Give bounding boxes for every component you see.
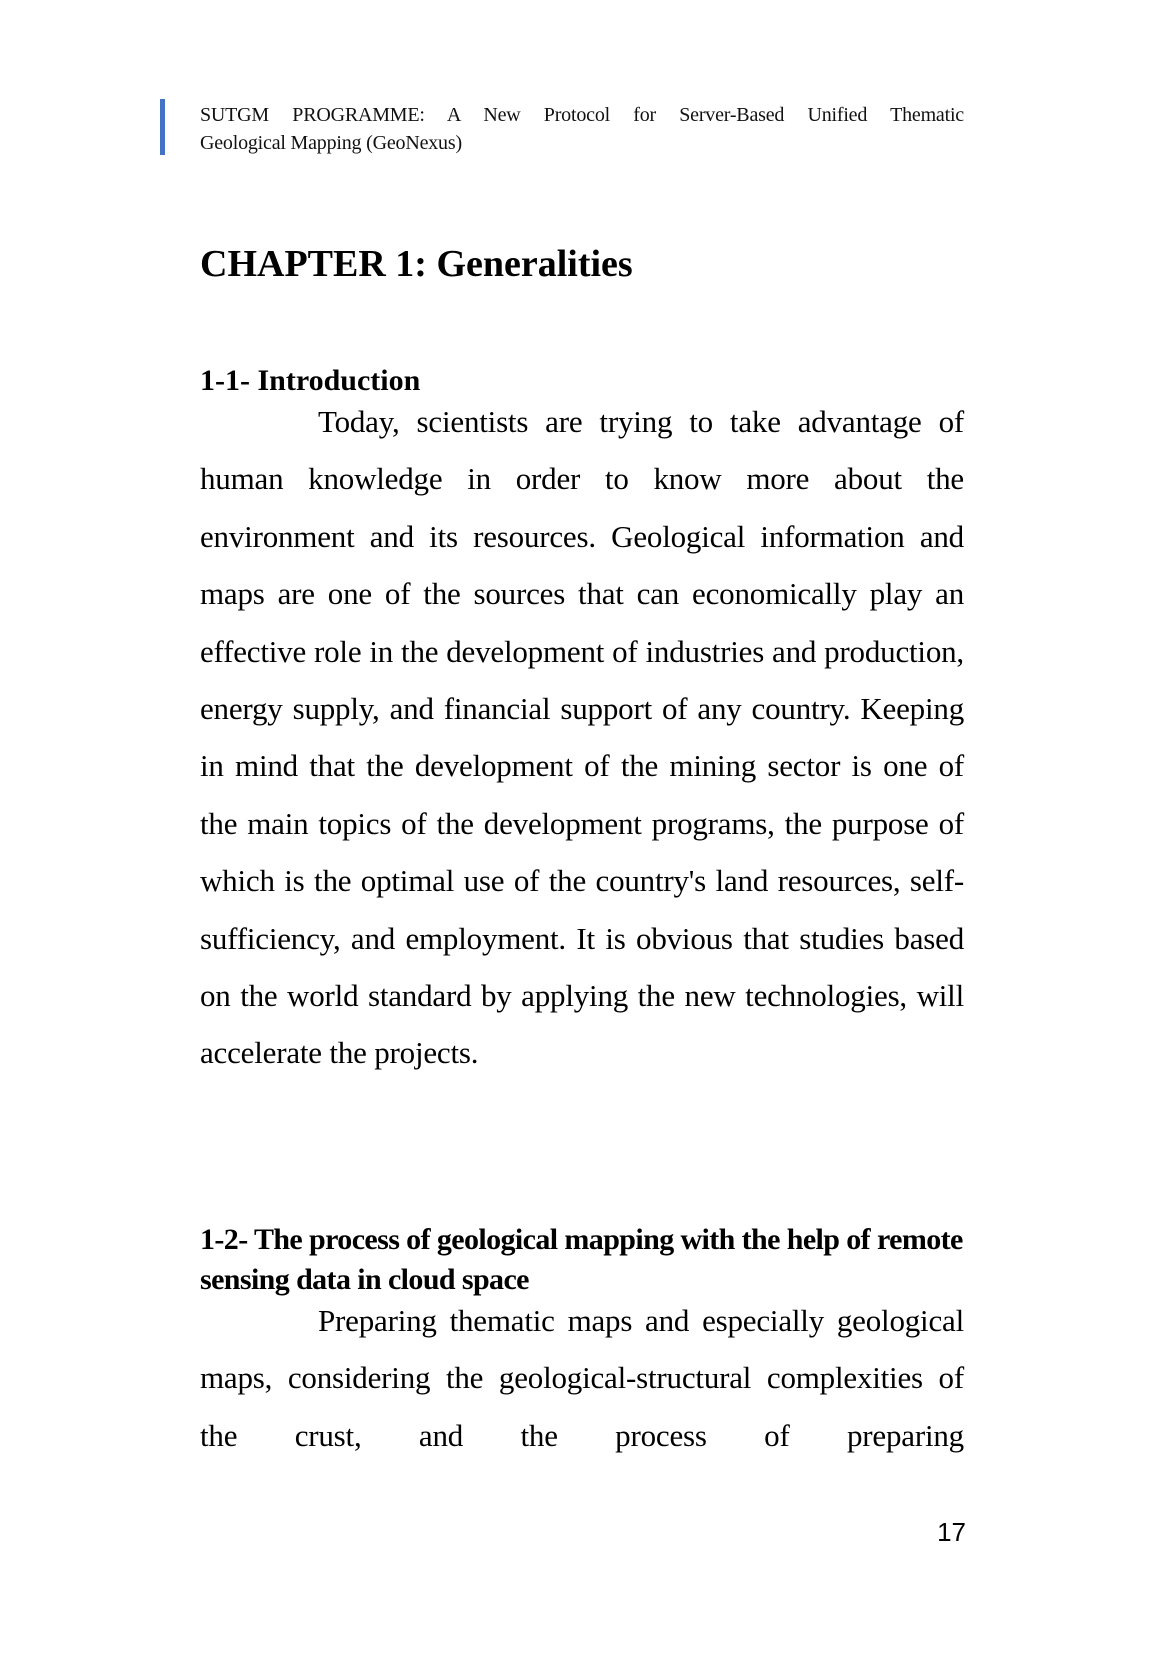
running-header-line-1: SUTGM PROGRAMME: A New Protocol for Server-Based Unified Thematic xyxy=(200,104,964,126)
running-header xyxy=(200,101,964,157)
geological-mapping-paragraph: Preparing thematic maps and especially geological maps, considering the geological-structural complexities of the crust, and the process of preparing xyxy=(200,1303,964,1453)
section-title-introduction: 1-1- Introduction xyxy=(200,364,421,397)
header-accent-bar xyxy=(160,99,165,155)
chapter-title: CHAPTER 1: Generalities xyxy=(200,243,633,285)
introduction-paragraph: Today, scientists are trying to take advantage of human knowledge in order to know more about the environment and its resources. Geological information and maps are one of the sources that can economically play an effective role in the development of industries and production, energy supply, and financial support of any country. Keeping in mind that the development of the mining sector is one of the main topics of the development programs, the purpose of which is the optimal use of the country's land resources, self-sufficiency, and employment. It is obvious that studies based on the world standard by applying the new technologies, will accelerate the projects. xyxy=(200,404,964,1071)
running-header-line-2: Geological Mapping (GeoNexus) xyxy=(200,132,462,154)
section-title-geological-mapping: 1-2- The process of geological mapping with the help of remote sensing data in cloud space xyxy=(200,1223,963,1296)
page-number: 17 xyxy=(937,1517,966,1547)
